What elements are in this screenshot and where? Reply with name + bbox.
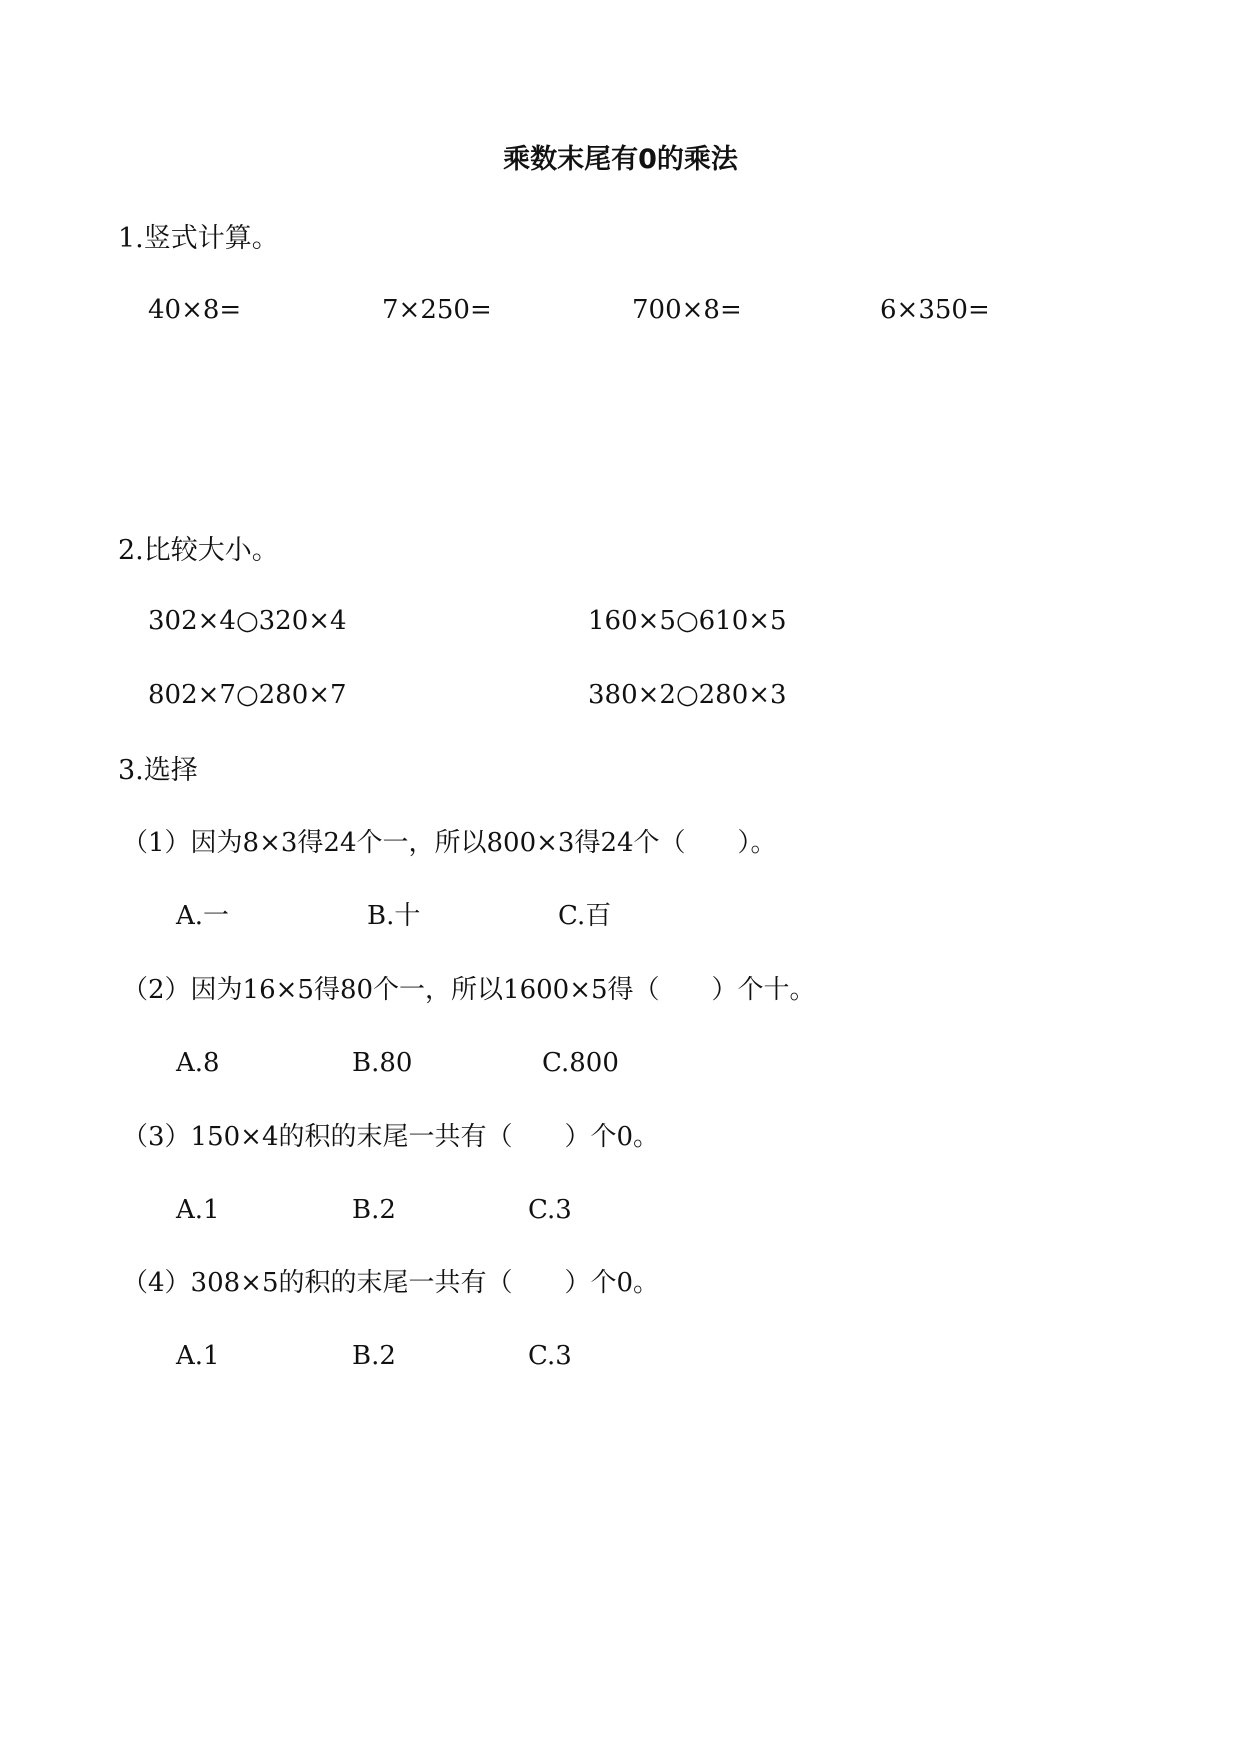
calc-problem-3: 700×8=: [632, 295, 742, 325]
calc-problem-1: 40×8=: [148, 295, 242, 325]
calc-problem-4: 6×350=: [880, 295, 990, 325]
section-2-heading: 2.比较大小。: [118, 535, 279, 566]
choice-question-2: （2）因为16×5得80个一，所以1600×5得（ ）个十。: [122, 975, 816, 1005]
q4-option-c: C.3: [528, 1341, 572, 1371]
section-1-heading: 1.竖式计算。: [118, 223, 279, 254]
page-title: 乘数末尾有0的乘法: [503, 144, 738, 175]
choice-question-3: （3）150×4的积的末尾一共有（ ）个0。: [122, 1122, 660, 1152]
q1-option-b: B.十: [367, 901, 421, 931]
q3-option-c: C.3: [528, 1195, 572, 1225]
q4-option-b: B.2: [352, 1341, 396, 1371]
q3-option-b: B.2: [352, 1195, 396, 1225]
choice-question-4: （4）308×5的积的末尾一共有（ ）个0。: [122, 1268, 660, 1298]
q3-option-a: A.1: [176, 1195, 220, 1225]
q1-option-a: A.一: [176, 901, 230, 931]
compare-item-3: 802×7○280×7: [148, 680, 347, 710]
calc-problem-2: 7×250=: [382, 295, 492, 325]
q1-option-c: C.百: [558, 901, 612, 931]
compare-item-4: 380×2○280×3: [588, 680, 787, 710]
compare-item-2: 160×5○610×5: [588, 606, 787, 636]
q4-option-a: A.1: [176, 1341, 220, 1371]
choice-question-1: （1）因为8×3得24个一，所以800×3得24个（ ）。: [122, 828, 777, 858]
q2-option-a: A.8: [176, 1048, 220, 1078]
q2-option-c: C.800: [542, 1048, 619, 1078]
q2-option-b: B.80: [352, 1048, 413, 1078]
section-3-heading: 3.选择: [118, 755, 198, 786]
compare-item-1: 302×4○320×4: [148, 606, 347, 636]
